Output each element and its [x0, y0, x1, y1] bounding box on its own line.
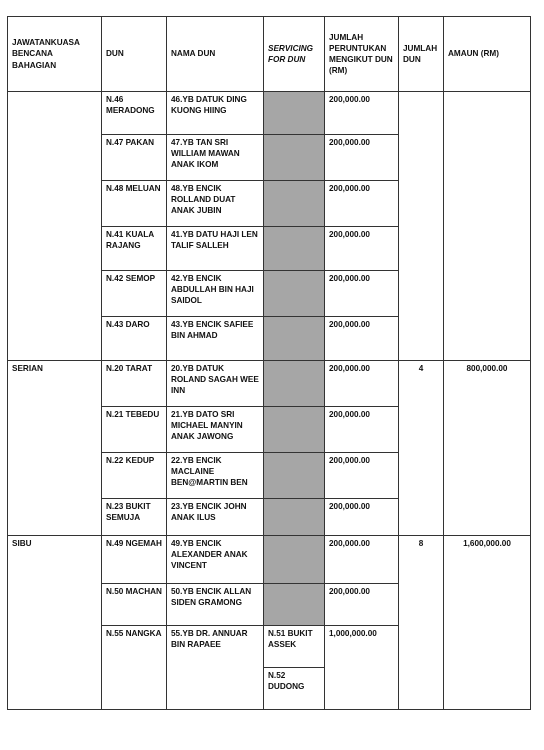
- nama-dun-cell: 41.YB DATU HAJI LEN TALIF SALLEH: [167, 227, 264, 271]
- bahagian-cell: SERIAN: [8, 361, 102, 536]
- dun-cell: N.21 TEBEDU: [102, 407, 167, 453]
- peruntukan-cell: 200,000.00: [325, 453, 399, 499]
- header-servicing: SERVICING FOR DUN: [264, 17, 325, 92]
- nama-dun-cell: 22.YB ENCIK MACLAINE BEN@MARTIN BEN: [167, 453, 264, 499]
- peruntukan-cell: 200,000.00: [325, 584, 399, 626]
- nama-dun-cell: 42.YB ENCIK ABDULLAH BIN HAJI SAIDOL: [167, 271, 264, 317]
- servicing-cell: [264, 499, 325, 536]
- jumlah-dun-cell: 8: [399, 536, 444, 710]
- dun-cell: N.55 NANGKA: [102, 626, 167, 710]
- servicing-cell: [264, 407, 325, 453]
- peruntukan-cell: 200,000.00: [325, 317, 399, 361]
- header-amaun: AMAUN (RM): [444, 17, 531, 92]
- nama-dun-cell: 50.YB ENCIK ALLAN SIDEN GRAMONG: [167, 584, 264, 626]
- dun-cell: N.46 MERADONG: [102, 92, 167, 135]
- dun-cell: N.22 KEDUP: [102, 453, 167, 499]
- dun-cell: N.43 DARO: [102, 317, 167, 361]
- servicing-cell: [264, 317, 325, 361]
- servicing-cell: [264, 361, 325, 407]
- jumlah-dun-cell: 4: [399, 361, 444, 536]
- header-dun: DUN: [102, 17, 167, 92]
- table-row: [8, 92, 531, 135]
- dun-cell: N.49 NGEMAH: [102, 536, 167, 584]
- dun-cell: N.48 MELUAN: [102, 181, 167, 227]
- table-row: [8, 361, 531, 407]
- peruntukan-cell: 200,000.00: [325, 536, 399, 584]
- nama-dun-cell: 47.YB TAN SRI WILLIAM MAWAN ANAK IKOM: [167, 135, 264, 181]
- dun-cell: N.42 SEMOP: [102, 271, 167, 317]
- bahagian-cell: [8, 92, 102, 361]
- dun-cell: N.47 PAKAN: [102, 135, 167, 181]
- nama-dun-cell: 48.YB ENCIK ROLLAND DUAT ANAK JUBIN: [167, 181, 264, 227]
- nama-dun-cell: 23.YB ENCIK JOHN ANAK ILUS: [167, 499, 264, 536]
- table-row: [8, 536, 531, 584]
- peruntukan-cell: 200,000.00: [325, 499, 399, 536]
- nama-dun-cell: 49.YB ENCIK ALEXANDER ANAK VINCENT: [167, 536, 264, 584]
- servicing-cell: [264, 271, 325, 317]
- nama-dun-cell: 21.YB DATO SRI MICHAEL MANYIN ANAK JAWONG: [167, 407, 264, 453]
- peruntukan-cell: 200,000.00: [325, 92, 399, 135]
- nama-dun-cell: 46.YB DATUK DING KUONG HIING: [167, 92, 264, 135]
- servicing-cell: [264, 92, 325, 135]
- servicing-dun-cell: N.52 DUDONG: [264, 668, 325, 710]
- nama-dun-cell: 43.YB ENCIK SAFIEE BIN AHMAD: [167, 317, 264, 361]
- amaun-cell: 1,600,000.00: [444, 536, 531, 710]
- dun-cell: N.50 MACHAN: [102, 584, 167, 626]
- peruntukan-cell: 200,000.00: [325, 135, 399, 181]
- header-jumlah-peruntukan: JUMLAH PERUNTUKAN MENGIKUT DUN (RM): [325, 17, 399, 92]
- dun-cell: N.20 TARAT: [102, 361, 167, 407]
- servicing-dun-cell: N.51 BUKIT ASSEK: [264, 626, 325, 668]
- header-jawatankuasa: JAWATANKUASA BENCANA BAHAGIAN: [8, 17, 102, 92]
- servicing-cell: [264, 453, 325, 499]
- peruntukan-cell: 200,000.00: [325, 271, 399, 317]
- servicing-cell: [264, 536, 325, 584]
- dun-cell: N.41 KUALA RAJANG: [102, 227, 167, 271]
- peruntukan-cell: 200,000.00: [325, 361, 399, 407]
- header-jumlah-dun: JUMLAH DUN: [399, 17, 444, 92]
- dun-cell: N.23 BUKIT SEMUJA: [102, 499, 167, 536]
- amaun-cell: [444, 92, 531, 361]
- servicing-cell: [264, 135, 325, 181]
- peruntukan-cell: 200,000.00: [325, 181, 399, 227]
- servicing-cell: [264, 227, 325, 271]
- jumlah-dun-cell: [399, 92, 444, 361]
- header-nama-dun: NAMA DUN: [167, 17, 264, 92]
- peruntukan-cell: 1,000,000.00: [325, 626, 399, 710]
- nama-dun-cell: 55.YB DR. ANNUAR BIN RAPAEE: [167, 626, 264, 710]
- bahagian-cell: SIBU: [8, 536, 102, 710]
- allocation-table: [7, 16, 531, 710]
- peruntukan-cell: 200,000.00: [325, 227, 399, 271]
- amaun-cell: 800,000.00: [444, 361, 531, 536]
- peruntukan-cell: 200,000.00: [325, 407, 399, 453]
- servicing-cell: [264, 181, 325, 227]
- header-row: [8, 17, 531, 92]
- nama-dun-cell: 20.YB DATUK ROLAND SAGAH WEE INN: [167, 361, 264, 407]
- servicing-cell: [264, 584, 325, 626]
